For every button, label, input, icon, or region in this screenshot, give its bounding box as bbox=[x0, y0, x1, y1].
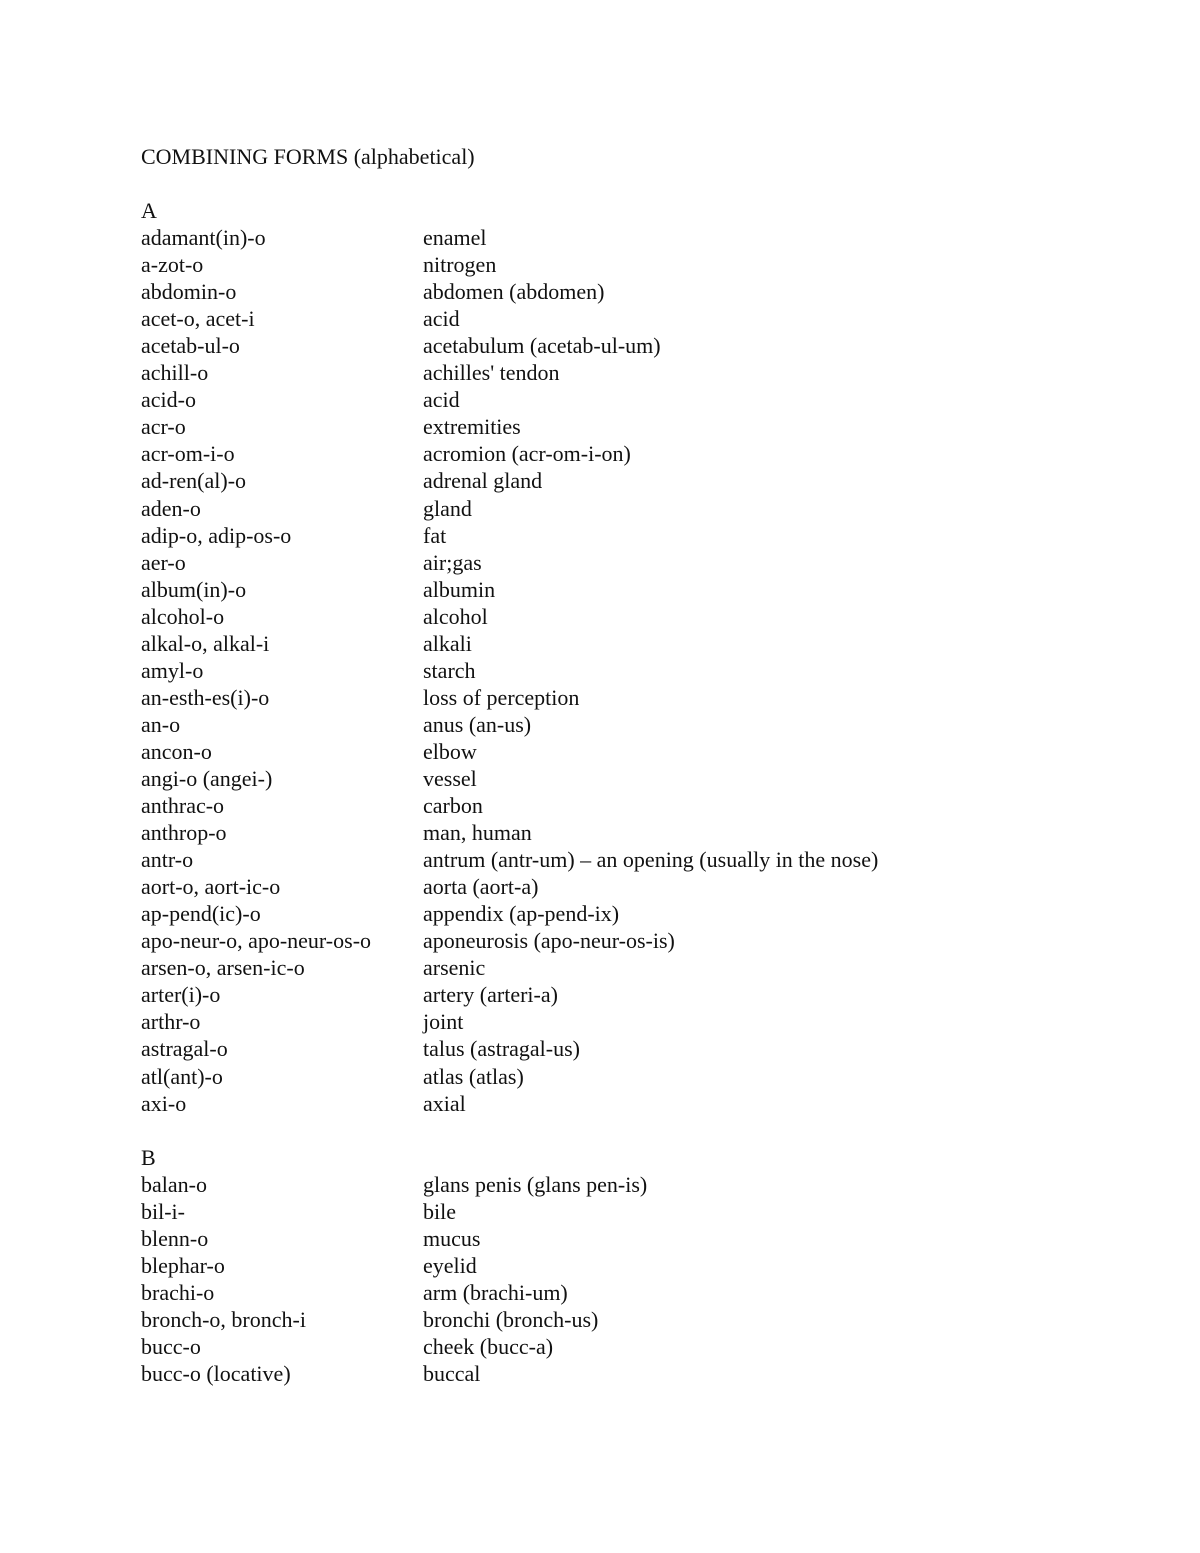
combining-form-meaning: alcohol bbox=[423, 603, 488, 629]
entry-row bbox=[141, 1279, 1141, 1306]
combining-form-term: an-o bbox=[141, 711, 181, 737]
page-title: COMBINING FORMS (alphabetical) bbox=[141, 144, 475, 169]
sections-container bbox=[141, 197, 1141, 1387]
entry-row bbox=[141, 495, 1141, 522]
entry-row bbox=[141, 954, 1141, 981]
combining-form-term: album(in)-o bbox=[141, 576, 247, 602]
combining-form-term: acr-o bbox=[141, 414, 186, 440]
entry-row bbox=[141, 738, 1141, 765]
combining-form-meaning: axial bbox=[423, 1090, 466, 1116]
combining-form-meaning: arsenic bbox=[423, 955, 486, 981]
entry-row bbox=[141, 765, 1141, 792]
entry-row bbox=[141, 251, 1141, 278]
combining-form-meaning: elbow bbox=[423, 738, 477, 764]
combining-form-term: atl(ant)-o bbox=[141, 1063, 223, 1089]
combining-form-term: an-esth-es(i)-o bbox=[141, 684, 270, 710]
combining-form-meaning: acid bbox=[423, 306, 460, 332]
entry-row bbox=[141, 305, 1141, 332]
entry-row bbox=[141, 819, 1141, 846]
entry-row bbox=[141, 603, 1141, 630]
combining-form-term: alkal-o, alkal-i bbox=[141, 630, 270, 656]
combining-form-meaning: vessel bbox=[423, 765, 477, 791]
combining-form-term: balan-o bbox=[141, 1171, 207, 1197]
entry-row bbox=[141, 224, 1141, 251]
entry-row bbox=[141, 332, 1141, 359]
combining-form-meaning: carbon bbox=[423, 793, 483, 819]
entry-row bbox=[141, 549, 1141, 576]
combining-form-meaning: air;gas bbox=[423, 549, 482, 575]
entry-row bbox=[141, 873, 1141, 900]
combining-form-term: anthrop-o bbox=[141, 820, 227, 846]
entry-row bbox=[141, 440, 1141, 467]
combining-form-meaning: nitrogen bbox=[423, 252, 497, 278]
combining-form-term: abdomin-o bbox=[141, 279, 237, 305]
combining-form-meaning: enamel bbox=[423, 225, 487, 251]
combining-form-meaning: fat bbox=[423, 522, 447, 548]
entry-row bbox=[141, 522, 1141, 549]
entry-row bbox=[141, 1333, 1141, 1360]
combining-form-term: bil-i- bbox=[141, 1198, 185, 1224]
combining-form-meaning: glans penis (glans pen-is) bbox=[423, 1171, 648, 1197]
entry-row bbox=[141, 1360, 1141, 1387]
combining-form-term: astragal-o bbox=[141, 1036, 228, 1062]
combining-form-term: aort-o, aort-ic-o bbox=[141, 874, 281, 900]
combining-form-term: angi-o (angei-) bbox=[141, 765, 273, 791]
combining-form-meaning: abdomen (abdomen) bbox=[423, 279, 605, 305]
combining-form-meaning: loss of perception bbox=[423, 684, 580, 710]
combining-form-meaning: gland bbox=[423, 495, 472, 521]
section-letter-heading: A bbox=[141, 198, 157, 223]
entry-row bbox=[141, 1035, 1141, 1062]
combining-form-term: adamant(in)-o bbox=[141, 225, 266, 251]
combining-form-meaning: acid bbox=[423, 387, 460, 413]
combining-form-meaning: extremities bbox=[423, 414, 521, 440]
combining-form-meaning: joint bbox=[423, 1009, 464, 1035]
combining-form-meaning: albumin bbox=[423, 576, 496, 602]
combining-form-meaning: aponeurosis (apo-neur-os-is) bbox=[423, 928, 675, 954]
combining-form-term: arsen-o, arsen-ic-o bbox=[141, 955, 305, 981]
combining-form-meaning: achilles' tendon bbox=[423, 360, 560, 386]
combining-form-meaning: atlas (atlas) bbox=[423, 1063, 524, 1089]
entry-row bbox=[141, 657, 1141, 684]
combining-form-meaning: alkali bbox=[423, 630, 472, 656]
combining-form-term: alcohol-o bbox=[141, 603, 225, 629]
section-b bbox=[141, 1144, 1141, 1387]
combining-form-meaning: appendix (ap-pend-ix) bbox=[423, 901, 620, 927]
combining-form-term: ad-ren(al)-o bbox=[141, 468, 247, 494]
entry-row bbox=[141, 684, 1141, 711]
combining-form-meaning: adrenal gland bbox=[423, 468, 543, 494]
document-body bbox=[141, 143, 1141, 1387]
entry-row bbox=[141, 1225, 1141, 1252]
entry-row bbox=[141, 1171, 1141, 1198]
combining-form-term: aden-o bbox=[141, 495, 201, 521]
entry-row bbox=[141, 1306, 1141, 1333]
combining-form-meaning: eyelid bbox=[423, 1252, 477, 1278]
combining-form-term: arthr-o bbox=[141, 1009, 201, 1035]
section-a bbox=[141, 197, 1141, 1117]
combining-form-term: adip-o, adip-os-o bbox=[141, 522, 292, 548]
combining-form-term: ap-pend(ic)-o bbox=[141, 901, 261, 927]
entry-row bbox=[141, 413, 1141, 440]
entry-row bbox=[141, 927, 1141, 954]
entry-row bbox=[141, 1063, 1141, 1090]
combining-form-term: arter(i)-o bbox=[141, 982, 221, 1008]
combining-form-term: blephar-o bbox=[141, 1252, 225, 1278]
combining-form-term: brachi-o bbox=[141, 1279, 215, 1305]
combining-form-term: anthrac-o bbox=[141, 793, 225, 819]
entry-row bbox=[141, 630, 1141, 657]
combining-form-term: axi-o bbox=[141, 1090, 187, 1116]
combining-form-term: acet-o, acet-i bbox=[141, 306, 255, 332]
combining-form-meaning: acetabulum (acetab-ul-um) bbox=[423, 333, 661, 359]
combining-form-term: acid-o bbox=[141, 387, 196, 413]
combining-form-meaning: antrum (antr-um) – an opening (usually in the nose) bbox=[423, 847, 879, 873]
combining-form-term: a-zot-o bbox=[141, 252, 204, 278]
entry-row bbox=[141, 981, 1141, 1008]
entry-row bbox=[141, 359, 1141, 386]
combining-form-meaning: man, human bbox=[423, 820, 532, 846]
combining-form-term: acetab-ul-o bbox=[141, 333, 240, 359]
combining-form-meaning: talus (astragal-us) bbox=[423, 1036, 580, 1062]
entry-row bbox=[141, 1252, 1141, 1279]
combining-form-meaning: acromion (acr-om-i-on) bbox=[423, 441, 631, 467]
combining-form-meaning: anus (an-us) bbox=[423, 711, 532, 737]
combining-form-term: ancon-o bbox=[141, 738, 212, 764]
combining-form-term: aer-o bbox=[141, 549, 186, 575]
combining-form-term: apo-neur-o, apo-neur-os-o bbox=[141, 928, 372, 954]
combining-form-meaning: buccal bbox=[423, 1360, 481, 1386]
combining-form-term: bucc-o bbox=[141, 1333, 201, 1359]
section-letter-heading: B bbox=[141, 1144, 156, 1170]
entry-row bbox=[141, 467, 1141, 494]
combining-form-term: amyl-o bbox=[141, 657, 204, 683]
combining-form-meaning: mucus bbox=[423, 1225, 481, 1251]
combining-form-term: achill-o bbox=[141, 360, 209, 386]
entry-row bbox=[141, 1008, 1141, 1035]
combining-form-term: bucc-o (locative) bbox=[141, 1360, 291, 1386]
combining-form-meaning: bronchi (bronch-us) bbox=[423, 1306, 599, 1332]
entry-row bbox=[141, 1198, 1141, 1225]
combining-form-term: acr-om-i-o bbox=[141, 441, 235, 467]
entry-row bbox=[141, 1090, 1141, 1117]
entry-row bbox=[141, 576, 1141, 603]
entry-row bbox=[141, 386, 1141, 413]
combining-form-meaning: arm (brachi-um) bbox=[423, 1279, 568, 1305]
combining-form-meaning: starch bbox=[423, 657, 476, 683]
combining-form-meaning: cheek (bucc-a) bbox=[423, 1333, 554, 1359]
combining-form-term: blenn-o bbox=[141, 1225, 209, 1251]
entry-row bbox=[141, 711, 1141, 738]
combining-form-meaning: bile bbox=[423, 1198, 456, 1224]
entry-row bbox=[141, 900, 1141, 927]
combining-form-term: bronch-o, bronch-i bbox=[141, 1306, 306, 1332]
combining-form-term: antr-o bbox=[141, 847, 194, 873]
entry-row bbox=[141, 792, 1141, 819]
entry-row bbox=[141, 846, 1141, 873]
combining-form-meaning: aorta (aort-a) bbox=[423, 874, 539, 900]
combining-form-meaning: artery (arteri-a) bbox=[423, 982, 558, 1008]
entry-row bbox=[141, 278, 1141, 305]
